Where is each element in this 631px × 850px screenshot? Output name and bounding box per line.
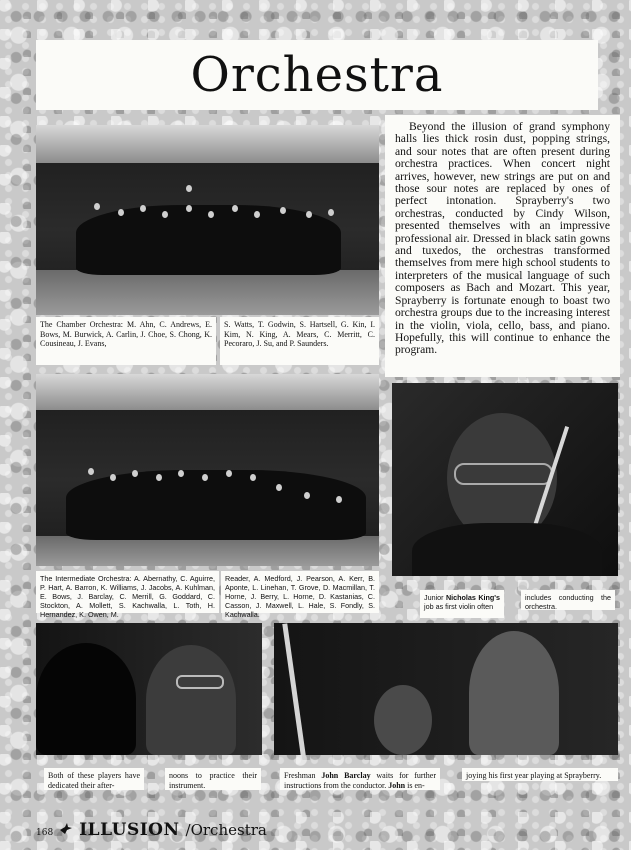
yearbook-brand: ILLUSION [79,820,180,840]
king-caption-a-name: Nicholas King's [445,593,500,602]
barclay-caption-a [280,768,440,790]
barclay-caption-b: joying his first year playing at Sprayberry. [462,768,618,781]
chamber-caption-right: S. Watts, T. Godwin, S. Hartsell, G. Kin, I. Kim, N. King, A. Mears, C. Merritt, C. Pecoraro, J. Su, and P. Saunders. [220,317,379,365]
intermediate-caption-right: Reader, A. Medford, J. Pearson, A. Kerr, B. Aponte, L. Linehan, T. Grove, D. Macmillan, T. Horne, J. Berry, L. Horne, D. Kastanias, C. Casson, J. Maxwell, L. Hale, S. Fondly, S. Kachwalla. [221,571,379,613]
chamber-orchestra-photo [36,125,379,315]
barclay-caption-a-name: John Barclay [321,771,371,780]
players-caption-a: Both of these players have dedicated their after- [44,768,144,790]
intermediate-orchestra-photo [36,374,379,566]
intermediate-caption-left: The Intermediate Orchestra: A. Abernathy, C. Aguirre, P. Hart, A. Barron, K. Williams, J. Jacobs, A. Kuhlman, E. Bows, J. Barclay, C. Merrill, G. Goddard, C. Stockton, A. Mollett, S. Kachwalla, L. Toth, H. Hernandez, K. Owen, M. [36,571,219,613]
barclay-caption-a-mid: waits for further instructions from the conductor. [284,771,436,790]
page-title: Orchestra [190,47,444,103]
folio-section: /Orchestra [185,821,267,839]
king-caption-b: includes conducting the orchestra. [521,590,615,610]
barclay-caption-a-post: is en- [405,780,425,790]
barclay-caption-a-name2: John [388,780,406,790]
king-caption-a-post: job as first violin often [424,602,494,611]
players-caption-b: noons to practice their instrument. [165,768,261,790]
article-body: Beyond the illusion of grand symphony halls lies thick rosin dust, popping strings, and sour notes that are often present during orchestra practices. When concert night arrives, however, new strings are put on and those sour notes are replaced by ones of perfect intonation. Sprayberry's two orchestras, conducted by Cindy Wilson, presented themselves with an impressive professional air. Dressed in black satin gowns and tuxedos, the orchestras transformed themselves from mere high school students to interpreters of the musical language of such composers as Bach and Mozart. This year, Sprayberry is fortunate enough to boast two orchestra groups due to the increasing interest in the violin, viola, cello, bass, and piano. Hopefully, this will continue to enhance the program. [385,115,620,377]
page-title-banner [36,40,598,110]
king-caption-a [420,590,504,618]
two-players-photo [36,623,262,755]
bird-logo-icon [59,821,73,835]
nicholas-king-photo [392,383,618,576]
chamber-caption-left: The Chamber Orchestra: M. Ahn, C. Andrews, E. Bows, M. Burwick, A. Carlin, J. Choe, S. Chong, K. Cousineau, J. Evans, [36,317,216,365]
king-caption-a-pre: Junior [424,593,446,602]
barclay-caption-a-pre: Freshman [284,771,322,780]
folio [36,820,267,844]
page-number: 168 [36,828,54,838]
john-barclay-photo [274,623,618,755]
